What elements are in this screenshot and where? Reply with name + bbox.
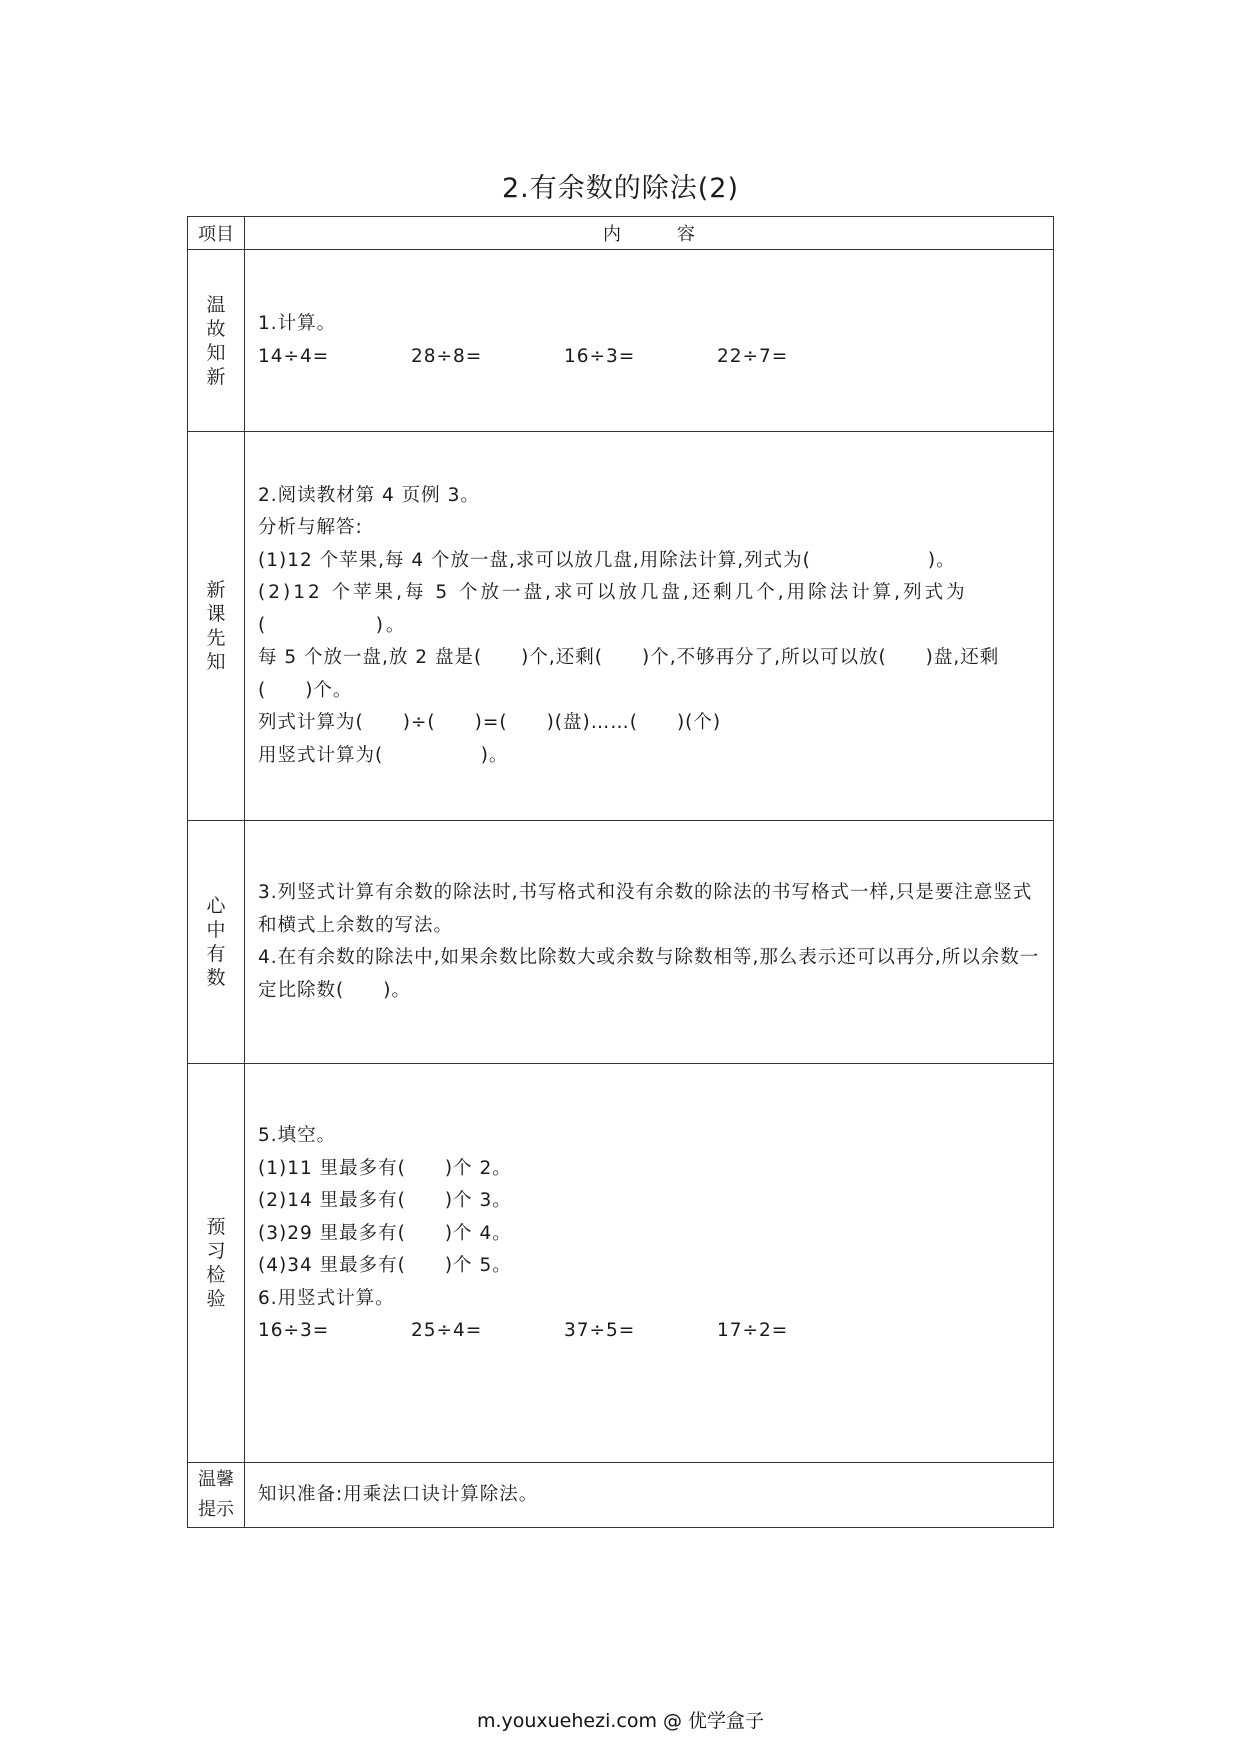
text-line: 5.填空。 <box>258 1125 337 1147</box>
text-line: (2)14 里最多有( )个 3。 <box>258 1190 512 1212</box>
calc-item: 14÷4= <box>258 345 330 367</box>
section-label: 心中有数 <box>206 895 226 989</box>
text-line: 列式计算为( )÷( )=( )(盘)……( )(个) <box>258 712 722 734</box>
calc-item: 16÷3= <box>564 345 636 367</box>
calc-row <box>258 1315 1042 1348</box>
page-title: 2.有余数的除法(2) <box>501 173 739 204</box>
section-label: 新课先知 <box>206 579 226 673</box>
calc-item: 37÷5= <box>564 1320 636 1342</box>
calc-item: 17÷2= <box>717 1320 789 1342</box>
text-line: (3)29 里最多有( )个 4。 <box>258 1222 512 1244</box>
text-line: 4.在有余数的除法中,如果余数比除数大或余数与除数相等,那么表示还可以再分,所以余数一定比除数( )。 <box>258 947 1040 1001</box>
section-content <box>245 821 1054 1064</box>
section-content <box>245 432 1054 821</box>
calc-item: 16÷3= <box>258 1320 330 1342</box>
header-content-cell: 内容 <box>245 217 1054 250</box>
text-line: 6.用竖式计算。 <box>258 1287 395 1309</box>
calc-item: 22÷7= <box>717 345 789 367</box>
calc-item: 25÷4= <box>411 1320 483 1342</box>
section-label: 温故知新 <box>206 293 226 388</box>
footer-watermark: m.youxuehezi.com @ 优学盒子 <box>476 1710 765 1732</box>
section-tip <box>188 1463 1054 1528</box>
question-title: 1.计算。 <box>258 313 337 334</box>
preview-table <box>187 216 1054 1528</box>
table-header-row <box>188 217 1054 250</box>
section-review <box>188 250 1054 432</box>
calc-row <box>258 341 1042 374</box>
header-item-cell: 项目 <box>188 217 245 250</box>
section-preview <box>188 432 1054 821</box>
section-label: 预习检验 <box>206 1216 226 1310</box>
section-content <box>245 1064 1054 1463</box>
text-line: 用竖式计算为( )。 <box>258 744 509 766</box>
section-content <box>245 1463 1054 1528</box>
text-line: 分析与解答: <box>258 517 363 539</box>
text-line: (1)11 里最多有( )个 2。 <box>258 1157 512 1179</box>
section-label: 温馨提示 <box>198 1469 234 1520</box>
text-line: (1)12 个苹果,每 4 个放一盘,求可以放几盘,用除法计算,列式为( )。 <box>258 549 956 571</box>
section-check <box>188 1064 1054 1463</box>
text-line: 2.阅读教材第 4 页例 3。 <box>258 484 480 506</box>
text-line: 3.列竖式计算有余数的除法时,书写格式和没有余数的除法的书写格式一样,只是要注意竖式和横式上余数的写法。 <box>258 882 1033 936</box>
text-line: (2)12 个苹果,每 5 个放一盘,求可以放几盘,还剩几个,用除法计算,列式为( )。 <box>258 582 968 636</box>
text-line: 每 5 个放一盘,放 2 盘是( )个,还剩( )个,不够再分了,所以可以放( )盘,还剩( )个。 <box>258 647 1000 701</box>
section-content <box>245 250 1054 432</box>
text-line: (4)34 里最多有( )个 5。 <box>258 1255 512 1277</box>
calc-item: 28÷8= <box>411 345 483 367</box>
section-mindful <box>188 821 1054 1064</box>
tip-text: 知识准备:用乘法口诀计算除法。 <box>258 1483 539 1505</box>
